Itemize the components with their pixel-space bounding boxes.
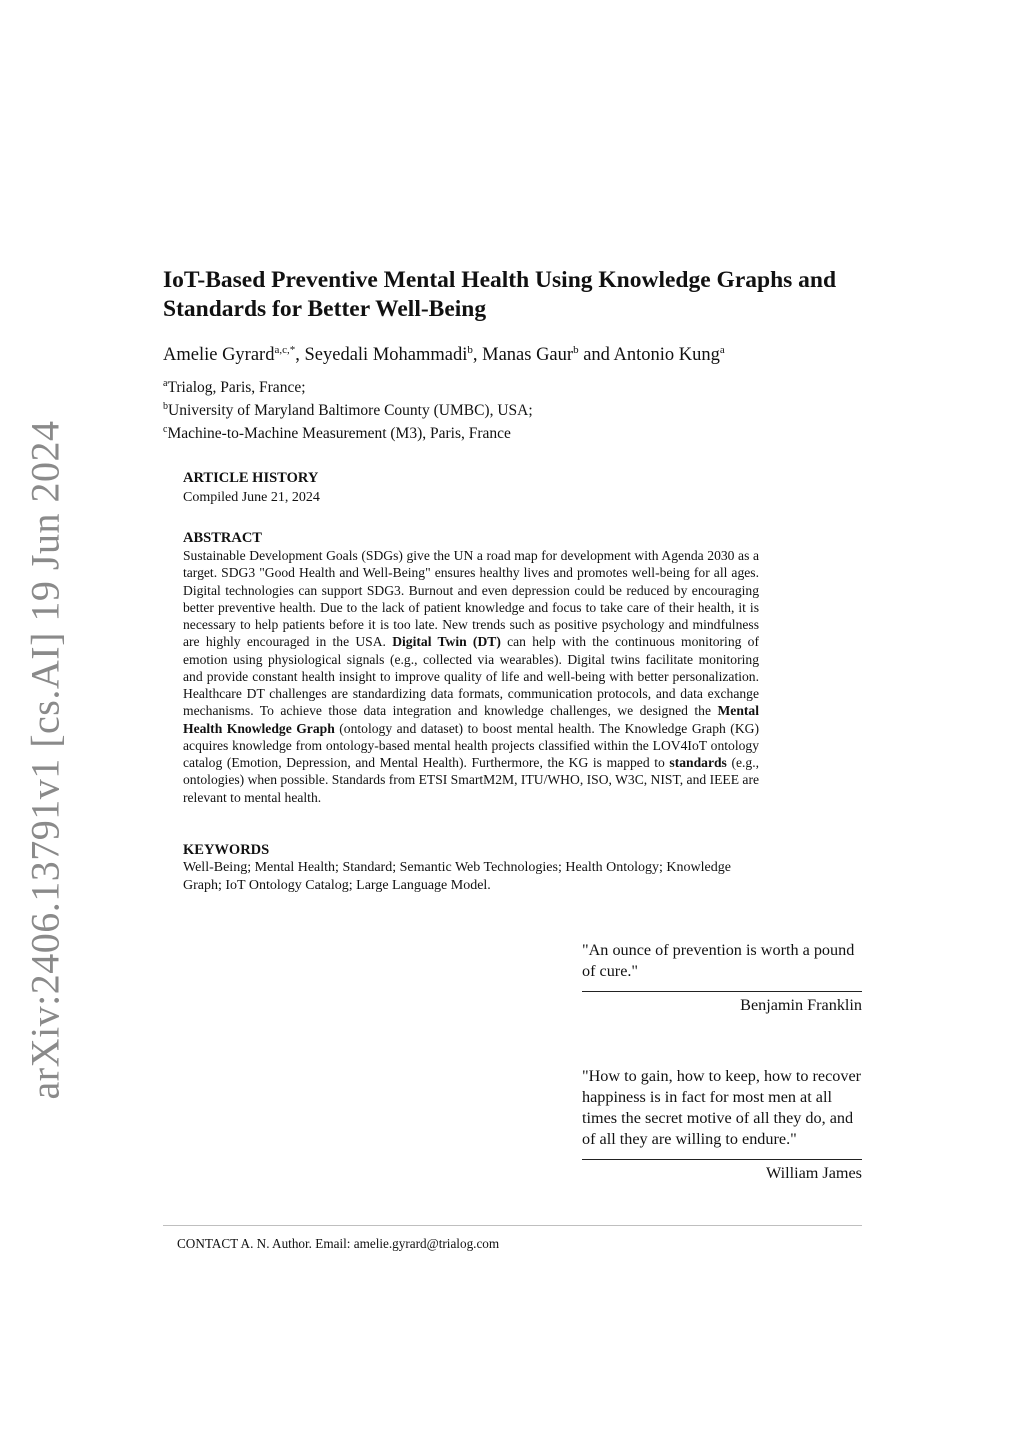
quote-text: "How to gain, how to keep, how to recover happiness is in fact for most men at all times the secret motive of all they do, and of all they are willing to endure." <box>582 1067 862 1148</box>
author-name: Manas Gaur <box>482 345 574 365</box>
author-affil-mark: b <box>573 344 579 356</box>
affiliation-text: University of Maryland Baltimore County (UMBC), USA; <box>168 402 533 419</box>
keywords-section <box>183 842 759 895</box>
footnote-divider <box>163 1225 862 1226</box>
author-list <box>163 343 883 369</box>
abstract-text <box>183 547 759 806</box>
abstract-heading: ABSTRACT <box>183 530 262 546</box>
contact-footnote: CONTACT A. N. Author. Email: amelie.gyrard@trialog.com <box>177 1236 500 1251</box>
keywords-text: Well-Being; Mental Health; Standard; Semantic Web Technologies; Health Ontology; Knowledge Graph; IoT Ontology Catalog; Large Language Model. <box>183 860 731 893</box>
abstract-segment: can help with the continuous monitoring of emotion using physiological signals (e.g., collected via wearables). Digital twins facilitate monitoring and provide constant health insight to improve quality of life and well-being with better personalization. Healthcare DT challenges are standardizing data formats, communication protocols, and data exchange mechanisms. To achieve those data integration and knowledge challenges, we designed the <box>183 634 759 719</box>
quote-text: "An ounce of prevention is worth a pound of cure." <box>582 941 855 980</box>
compiled-date: Compiled June 21, 2024 <box>183 490 320 505</box>
affiliation <box>163 423 883 446</box>
author-separator: , <box>472 345 483 365</box>
article-history-heading: ARTICLE HISTORY <box>183 470 319 486</box>
abstract-segment: (ontology and dataset) to boost mental health. The Knowledge Graph (KG) acquires knowledge from ontology-based mental health projects classified within the LOV4IoT ontology catalog (Emotion, Depression, and Mental Health). Furthermore, the KG is mapped to <box>183 720 759 770</box>
arxiv-identifier-text: arXiv:2406.13791v1 [cs.AI] 19 Jun 2024 <box>22 420 68 1100</box>
quote-author: William James <box>765 1164 862 1182</box>
author-name: Seyedali Mohammadi <box>304 345 468 365</box>
author-name: Antonio Kung <box>613 345 720 365</box>
abstract-segment: Sustainable Development Goals (SDGs) give the UN a road map for development with Agenda 2030 as a target. SDG3 "Good Health and Well-Being" ensures healthy lives and promotes well-being for all ages. Digital technologies can support SDG3. Burnout and even depression could be reduced by encouraging better preventive health. Due to the lack of patient knowledge and focus to take care of their health, it is necessary to help patients before it is too late. New trends such as positive psychology and mindfulness are highly encouraged in the USA. <box>183 548 759 650</box>
quote-divider <box>582 1159 862 1160</box>
affiliation-mark: b <box>163 401 168 412</box>
affiliation-text: Machine-to-Machine Measurement (M3), Paris, France <box>167 425 511 442</box>
affiliation-mark: a <box>163 378 168 389</box>
paper-title: IoT-Based Preventive Mental Health Using Knowledge Graphs and Standards for Better Well-Being <box>163 267 837 322</box>
epigraph-quote <box>582 940 862 1016</box>
affiliation-mark: c <box>163 424 168 435</box>
affiliation-list <box>163 377 883 446</box>
abstract-emphasis: standards <box>669 755 727 770</box>
author-separator: , <box>295 345 305 365</box>
affiliation-text: Trialog, Paris, France; <box>167 379 306 396</box>
abstract-emphasis: Mental Health Knowledge Graph <box>183 703 759 736</box>
keywords-heading: KEYWORDS <box>183 842 270 858</box>
author-affil-mark: b <box>467 344 473 356</box>
author-separator: and <box>578 345 614 365</box>
author-name: Amelie Gyrard <box>163 345 275 365</box>
abstract-segment: (e.g., ontologies) when possible. Standards from ETSI SmartM2M, ITU/WHO, ISO, W3C, NIST, and IEEE are relevant to mental health. <box>183 755 760 805</box>
article-history <box>183 470 783 506</box>
quote-divider <box>582 991 862 992</box>
abstract-section <box>183 530 759 806</box>
quote-author: Benjamin Franklin <box>740 996 862 1014</box>
affiliation <box>163 400 883 423</box>
epigraph-quote <box>582 1066 862 1184</box>
affiliation <box>163 377 883 400</box>
author-affil-mark: a <box>719 344 725 356</box>
author-affil-mark: a,c,* <box>274 344 296 356</box>
abstract-emphasis: Digital Twin (DT) <box>392 634 501 650</box>
